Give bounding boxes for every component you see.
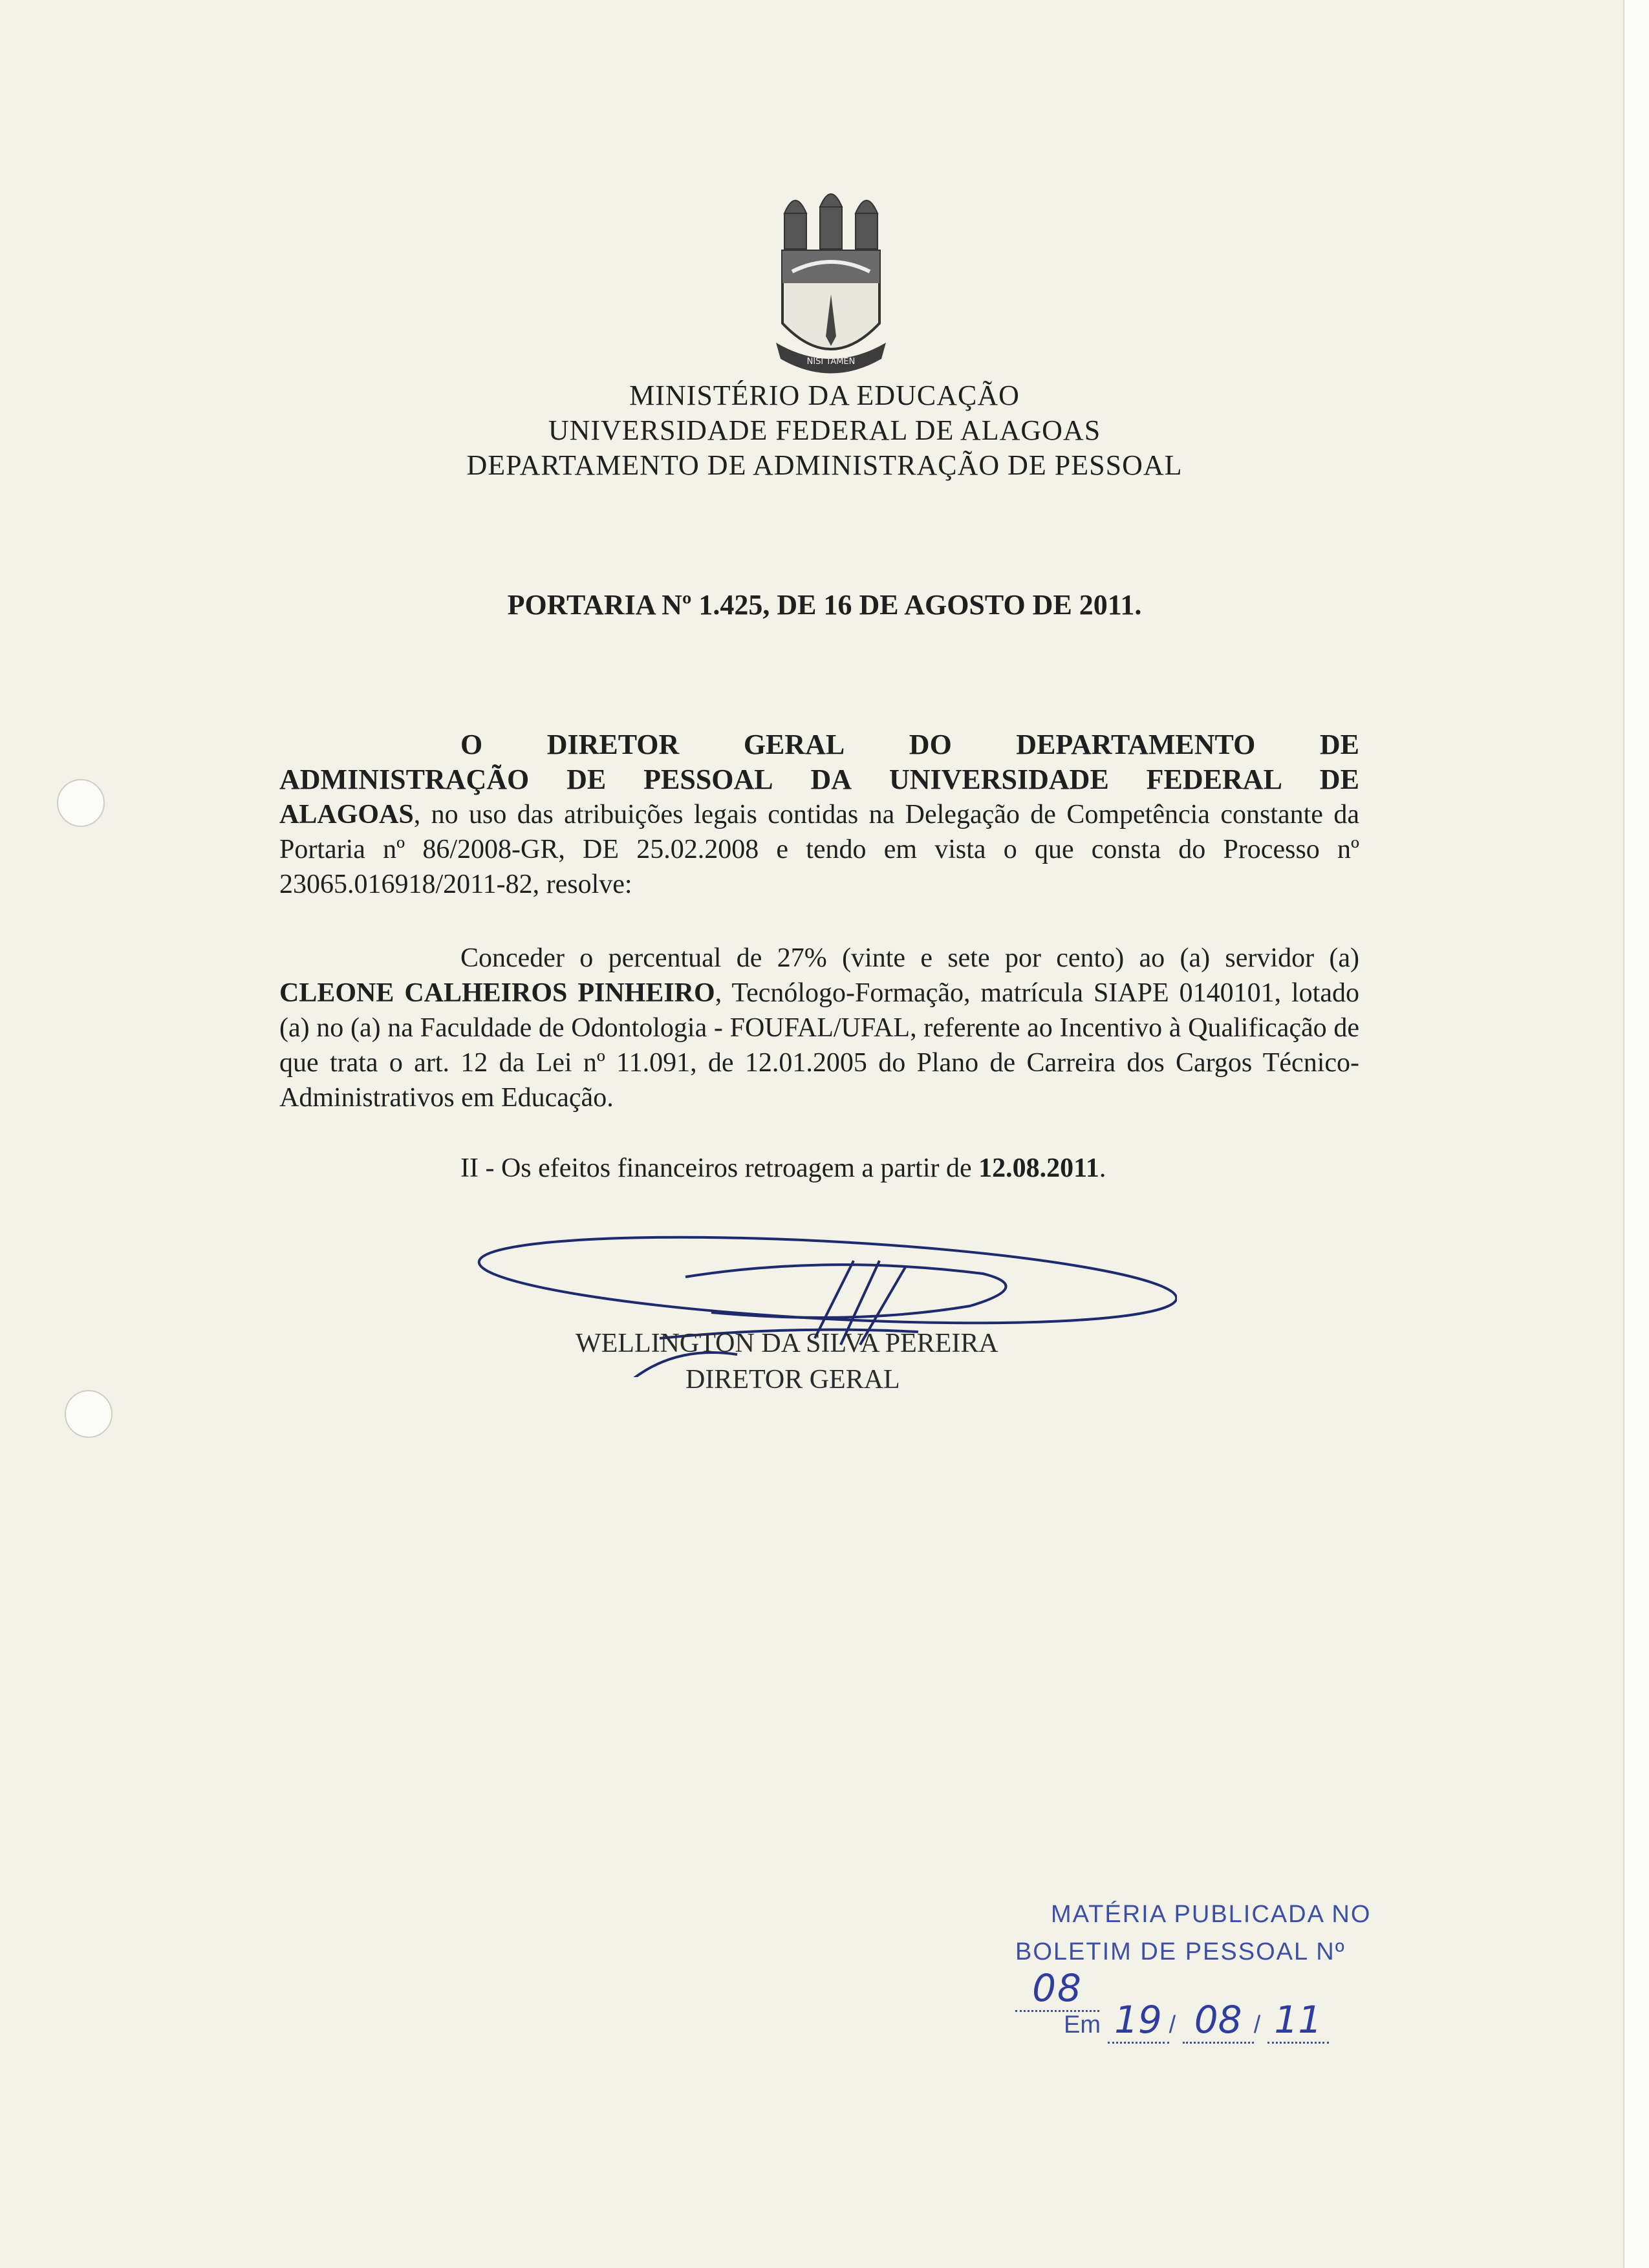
department-name: DEPARTAMENTO DE ADMINISTRAÇÃO DE PESSOAL	[466, 449, 1183, 481]
ministry-name: MINISTÉRIO DA EDUCAÇÃO	[629, 380, 1020, 411]
preamble-line-1: O DIRETOR GERAL DO DEPARTAMENTO DE	[460, 729, 1359, 760]
stamp-line-1: MATÉRIA PUBLICADA NO	[1051, 1901, 1372, 1928]
stamp-day: 19	[1114, 1998, 1162, 2042]
article-1-paragraph: Conceder o percentual de 27% (vinte e sete por cento) ao (a) servidor (a) CLEONE CALHEIROS PINHEIRO, Tecnólogo-Formação, matrícula SIAPE 0140101, lotado (a) no (a) na Faculdade de Odontologia - FOUFAL/UFAL, referente ao Incentivo à Qualificação de que trata o art. 12 da Lei nº 11.091, de 12.01.2005 do Plano de Carreira dos Cargos Técnico-Administrativos em Educação.	[279, 943, 1359, 1113]
preamble-rest: ALAGOAS, no uso das atribuições legais contidas na Delegação de Competência constante da Portaria nº 86/2008-GR, DE 25.02.2008 e tendo em vista o que consta do Processo nº 23065.016918/2011-82, resolve:	[279, 800, 1359, 899]
punch-hole	[65, 1390, 113, 1438]
stamp-line-2: BOLETIM DE PESSOAL Nº 08	[1015, 1938, 1436, 2012]
preamble-line-2: ADMINISTRAÇÃO DE PESSOAL DA UNIVERSIDADE FEDERAL DE	[279, 764, 1359, 795]
signer-name: WELLINGTON DA SILVA PEREIRA	[576, 1329, 998, 1358]
signature-block	[576, 1325, 998, 1398]
publication-stamp	[1015, 1901, 1436, 2056]
crest-motto: NISI TAMEN	[806, 357, 856, 367]
boletim-number: 08	[1032, 1966, 1083, 2010]
university-crest-icon	[773, 181, 889, 381]
stamp-year: 11	[1274, 1998, 1322, 2042]
paper-edge	[1623, 0, 1649, 2268]
university-name: UNIVERSIDADE FEDERAL DE ALAGOAS	[548, 414, 1101, 446]
punch-hole	[57, 779, 105, 827]
preamble-paragraph	[279, 727, 1359, 902]
letterhead	[0, 378, 1649, 483]
signer-role: DIRETOR GERAL	[685, 1365, 900, 1395]
servant-name: CLEONE CALHEIROS PINHEIRO	[279, 978, 715, 1008]
article-2-paragraph: II - Os efeitos financeiros retroagem a partir de 12.08.2011.	[460, 1153, 1106, 1183]
effective-date: 12.08.2011	[978, 1153, 1099, 1183]
stamp-month: 08	[1194, 1998, 1242, 2042]
stamp-date: Em 19 / 08 / 11	[1064, 1998, 1329, 2044]
portaria-title: PORTARIA Nº 1.425, DE 16 DE AGOSTO DE 2011.	[507, 589, 1142, 621]
